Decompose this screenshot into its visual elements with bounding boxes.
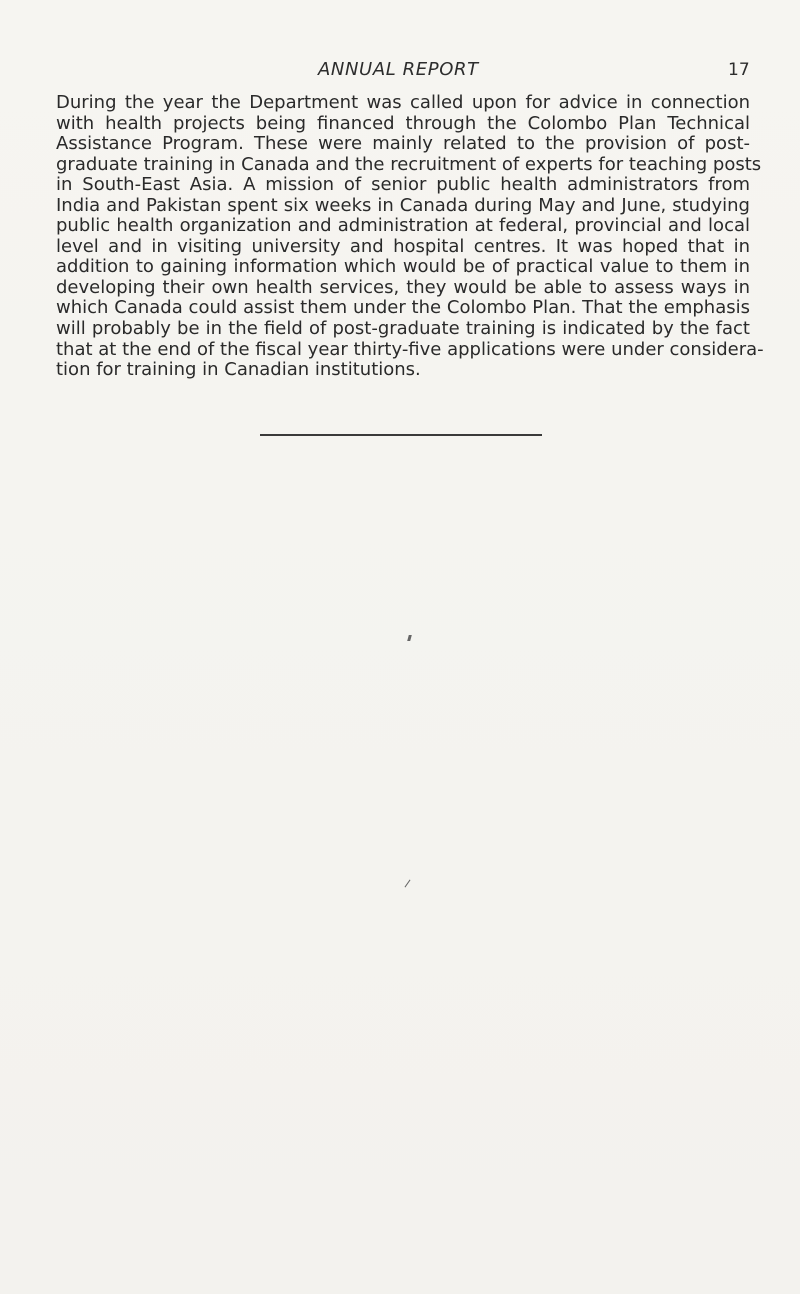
text-line: graduate training in Canada and the recruitment of experts for teaching posts <box>56 153 762 175</box>
text-line: in South-East Asia. A mission of senior public health administrators from <box>56 174 750 196</box>
text-line: addition to gaining information which would be of practical value to them in <box>56 256 750 278</box>
text-line: public health organization and administration at federal, provincial and local <box>56 215 750 237</box>
text-line: which Canada could assist them under the Colombo Plan. That the emphasis <box>56 297 750 319</box>
print-speck <box>405 880 411 888</box>
page-number: 17 <box>728 60 750 80</box>
text-line: level and in visiting university and hospital centres. It was hoped that in <box>56 235 750 257</box>
text-line: During the year the Department was called upon for advice in connection <box>56 92 750 113</box>
body-paragraph <box>56 92 764 381</box>
running-head-title: ANNUAL REPORT <box>318 59 479 80</box>
text-line: Assistance Program. These were mainly related to the provision of post- <box>56 133 750 155</box>
text-line: that at the end of the fiscal year thirty-five applications were under considera- <box>56 338 764 360</box>
text-line: will probably be in the field of post-graduate training is indicated by the fact <box>56 318 750 340</box>
print-speck <box>407 635 412 641</box>
text-line: tion for training in Canadian institutions. <box>56 359 421 381</box>
text-line: India and Pakistan spent six weeks in Canada during May and June, studying <box>56 194 750 216</box>
section-divider-rule <box>260 434 542 436</box>
text-line: with health projects being financed through the Colombo Plan Technical <box>56 112 750 134</box>
text-line: developing their own health services, they would be able to assess ways in <box>56 276 750 298</box>
